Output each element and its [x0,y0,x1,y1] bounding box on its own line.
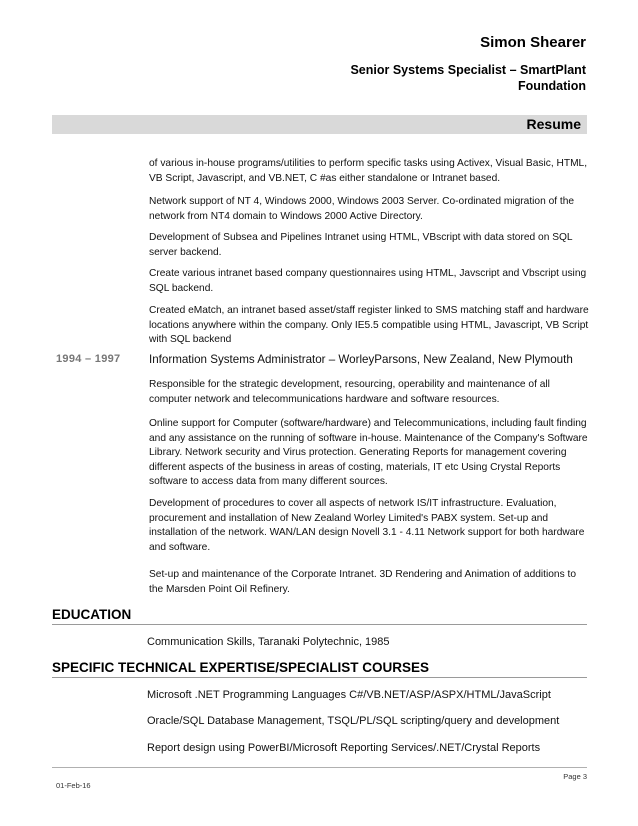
education-item: Communication Skills, Taranaki Polytechnic, 1985 [147,636,390,648]
resume-banner-label: Resume [526,116,581,132]
expertise-item: Report design using PowerBI/Microsoft Reporting Services/.NET/Crystal Reports [147,742,541,754]
job-paragraph: Responsible for the strategic development, resourcing, operability and maintenance of all computer network and telecommunications hardware and software resources. [149,379,550,405]
document-header [186,34,586,94]
footer-date: 01-Feb-16 [56,781,91,790]
job-paragraph: Set-up and maintenance of the Corporate Intranet. 3D Rendering and Animation of additions to the Marsden Point Oil Refinery. [149,569,577,595]
expertise-item: Oracle/SQL Database Management, TSQL/PL/SQL scripting/query and development [147,715,560,727]
expertise-heading: SPECIFIC TECHNICAL EXPERTISE/SPECIALIST COURSES [52,660,430,675]
job-paragraph: Development of procedures to cover all aspects of network IS/IT infrastructure. Evaluation, procurement and installation of New Zealand Worley Limited's PABX system. Set-up and installation of the network. WAN/LAN design Novell 3.1 - 4.11 Network support for both hardware and software. [149,498,585,553]
experience-paragraph: of various in-house programs/utilities to perform specific tasks using Activex, Visual Basic, HTML, VB Script, Javascript, and VB.NET, C #as either standalone or Intranet based. [149,158,588,184]
experience-paragraph: Network support of NT 4, Windows 2000, Windows 2003 Server. Co-ordinated migration of the network from NT4 domain to Windows 2000 Active Directory. [149,196,575,222]
section-divider [52,677,587,678]
job-title: Information Systems Administrator – WorleyParsons, New Zealand, New Plymouth [149,353,573,366]
resume-banner [52,115,587,134]
job-dates: 1994 – 1997 [56,353,121,365]
footer-divider [52,767,587,768]
experience-paragraph: Created eMatch, an intranet based asset/staff register linked to SMS matching staff and hardware locations anywhere within the company. Only IE5.5 compatible using HTML, Javascript, VB Script with SQL backend [149,305,589,345]
expertise-item: Microsoft .NET Programming Languages C#/VB.NET/ASP/ASPX/HTML/JavaScript [147,689,551,701]
page-number: Page 3 [563,772,587,781]
role-title-line-1: Senior Systems Specialist – SmartPlant [350,63,586,77]
experience-paragraph: Development of Subsea and Pipelines Intranet using HTML, VBscript with data stored on SQL server backend. [149,232,573,258]
job-paragraph: Online support for Computer (software/hardware) and Telecommunications, including fault finding and any assistance on the running of software in-house. Maintenance of the Company's Software Library. Network security and Virus protection. Generating Reports for management covering different aspects of the business in areas of costing, materials, IT etc Using Crystal Reports software to access data from many different sources. [149,418,588,487]
experience-paragraph: Create various intranet based company questionnaires using HTML, Javscript and Vbscript using SQL backend. [149,268,587,294]
education-heading: EDUCATION [52,607,132,622]
section-divider [52,624,587,625]
author-name: Simon Shearer [480,34,586,51]
role-title-line-2: Foundation [517,79,586,93]
role-title [186,62,586,94]
